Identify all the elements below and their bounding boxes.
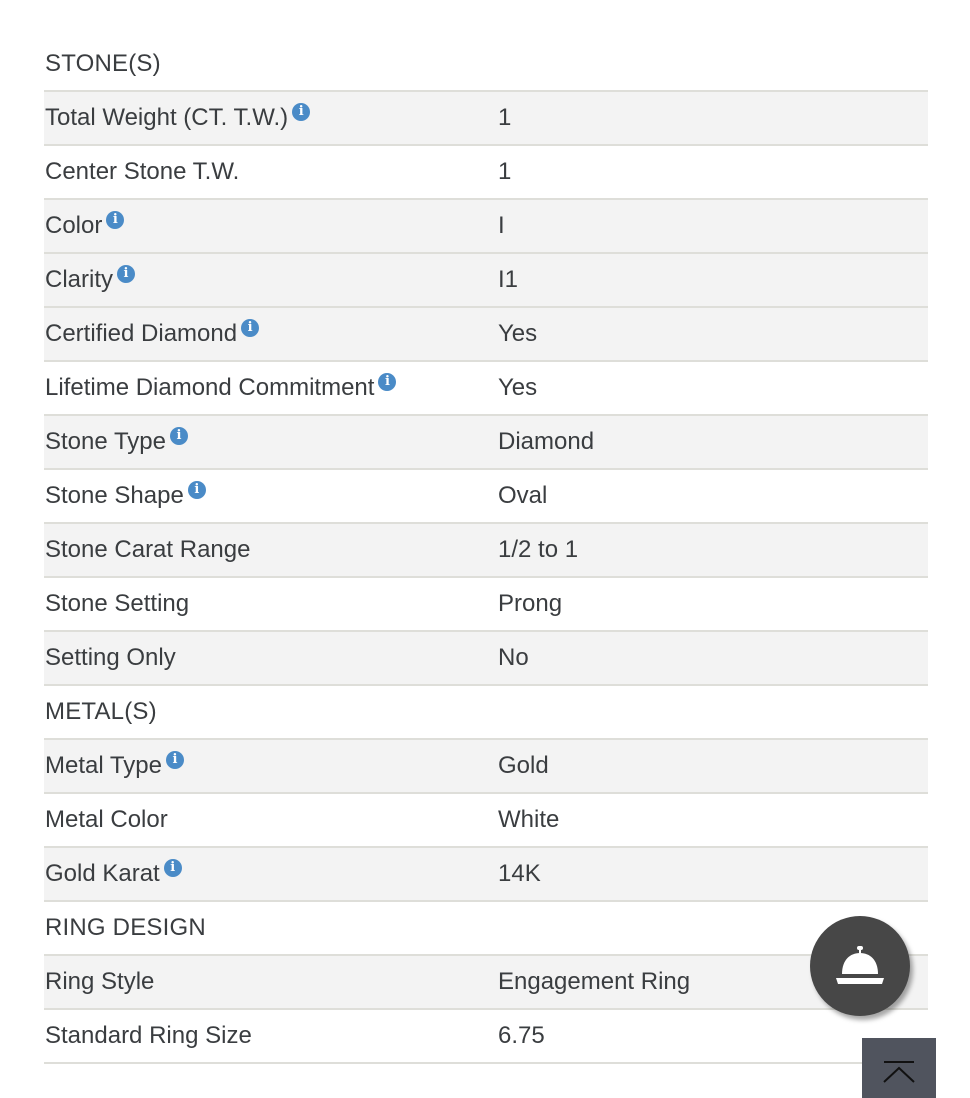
spec-row-certified-diamond bbox=[44, 306, 928, 360]
spec-label: Standard Ring Size bbox=[45, 1022, 252, 1049]
info-icon[interactable]: i bbox=[170, 427, 188, 445]
service-bell-icon bbox=[834, 944, 886, 988]
spec-row-total-weight bbox=[44, 90, 928, 144]
info-icon[interactable]: i bbox=[166, 751, 184, 769]
spec-value: I bbox=[498, 212, 505, 239]
spec-label: Metal Color bbox=[45, 806, 168, 833]
product-specifications bbox=[44, 38, 928, 1064]
spec-row-lifetime-commitment bbox=[44, 360, 928, 414]
spec-value: Diamond bbox=[498, 428, 595, 455]
spec-value: I1 bbox=[498, 266, 519, 293]
spec-row-ring-size bbox=[44, 1008, 928, 1064]
spec-row-center-stone bbox=[44, 144, 928, 198]
spec-value: Yes bbox=[498, 320, 538, 347]
arrow-to-top-icon bbox=[862, 1038, 936, 1084]
spec-row-setting-only bbox=[44, 630, 928, 684]
spec-value: 14K bbox=[498, 860, 541, 887]
spec-value: Engagement Ring bbox=[498, 968, 691, 995]
info-icon[interactable]: i bbox=[106, 211, 124, 229]
spec-row-color bbox=[44, 198, 928, 252]
section-title-stones: STONE(S) bbox=[45, 50, 161, 77]
spec-row-stone-type bbox=[44, 414, 928, 468]
spec-row-clarity bbox=[44, 252, 928, 306]
spec-label: Clarity bbox=[45, 266, 114, 293]
spec-label: Certified Diamond bbox=[45, 320, 238, 347]
spec-row-carat-range bbox=[44, 522, 928, 576]
spec-label: Color bbox=[45, 212, 103, 239]
spec-value: White bbox=[498, 806, 560, 833]
spec-value: Gold bbox=[498, 752, 549, 779]
spec-value: Yes bbox=[498, 374, 538, 401]
back-to-top-button[interactable] bbox=[862, 1038, 936, 1098]
info-icon[interactable]: i bbox=[378, 373, 396, 391]
info-icon[interactable]: i bbox=[188, 481, 206, 499]
spec-value: Oval bbox=[498, 482, 548, 509]
spec-row-stone-shape bbox=[44, 468, 928, 522]
spec-row-gold-karat bbox=[44, 846, 928, 900]
spec-label: Stone Setting bbox=[45, 590, 190, 617]
spec-label: Stone Type bbox=[45, 428, 166, 455]
spec-label: Lifetime Diamond Commitment bbox=[45, 374, 375, 401]
spec-label: Stone Carat Range bbox=[45, 536, 251, 563]
spec-label: Center Stone T.W. bbox=[45, 158, 240, 185]
info-icon[interactable]: i bbox=[241, 319, 259, 337]
spec-value: 1 bbox=[498, 104, 512, 131]
info-icon[interactable]: i bbox=[164, 859, 182, 877]
info-icon[interactable]: i bbox=[292, 103, 310, 121]
spec-row-ring-style bbox=[44, 954, 928, 1008]
spec-row-metal-color bbox=[44, 792, 928, 846]
spec-value: 1 bbox=[498, 158, 512, 185]
spec-label: Gold Karat bbox=[45, 860, 160, 887]
section-title-ring-design: RING DESIGN bbox=[44, 900, 928, 954]
spec-label: Metal Type bbox=[45, 752, 162, 779]
spec-label: Ring Style bbox=[45, 968, 155, 995]
spec-value: No bbox=[498, 644, 529, 671]
concierge-chat-button[interactable] bbox=[810, 916, 910, 1016]
spec-label: Stone Shape bbox=[45, 482, 184, 509]
spec-row-metal-type bbox=[44, 738, 928, 792]
spec-row-stone-setting bbox=[44, 576, 928, 630]
spec-label: Setting Only bbox=[45, 644, 176, 671]
info-icon[interactable]: i bbox=[117, 265, 135, 283]
spec-value: 1/2 to 1 bbox=[498, 536, 579, 563]
spec-label: Total Weight (CT. T.W.) bbox=[45, 104, 289, 131]
spec-value: Prong bbox=[498, 590, 563, 617]
spec-value: 6.75 bbox=[498, 1022, 545, 1049]
section-title-metals: METAL(S) bbox=[44, 684, 928, 738]
